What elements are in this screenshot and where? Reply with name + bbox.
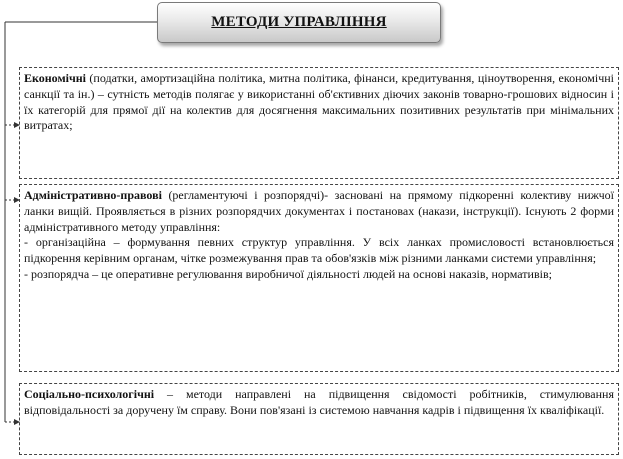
- diagram-title: МЕТОДИ УПРАВЛІННЯ: [211, 14, 387, 30]
- administrative-item-directive: - розпорядча – це оперативне регулювання виробничої діяльності людей на основі наказів, нормативів;: [24, 266, 552, 281]
- title-box: [157, 2, 441, 43]
- administrative-item-organizational: - організаційна – формування певних структур управління. У всіх ланках промисловості встановлюється підкорення керівним органам, чітке розмежування прав та обов'язків між різними ланками системи управління;: [24, 235, 614, 266]
- economic-term: Економічні: [24, 71, 86, 85]
- social-methods-text: [24, 387, 614, 419]
- administrative-description: (регламентуючі і розпорядчі)- засновані на прямому підкоренні колективу нижчої ланки вищій. Проявляється в різних розпорядчих документах і постановах (накази, інструкції). Існують 2 форми адміністративного методу управління:: [24, 188, 614, 234]
- economic-methods-text: [24, 71, 614, 134]
- administrative-term: Адміністративно-правові: [24, 188, 162, 202]
- economic-methods-box: [19, 67, 619, 179]
- administrative-methods-box: [19, 184, 619, 372]
- social-psychological-methods-box: [19, 383, 619, 455]
- social-term: Соціально-психологічні: [24, 387, 155, 401]
- social-description: – методи направлені на підвищення свідомості робітників, стимулювання відповідальності за доручену їм справу. Вони пов'язані із системою навчання кадрів і підвищення їх кваліфікації.: [24, 387, 614, 417]
- administrative-methods-intro: [24, 188, 614, 235]
- economic-description: (податки, амортизаційна політика, митна політика, фінанси, кредитування, ціноутворення, економічні санкції та ін.) – сутність методів полягає у використанні об'єктивних діючих законів товарно-грошових відносин і їх категорій для прямої дії на колектив для досягнення максимальних позитивних результатів при мінімальних витратах;: [24, 71, 614, 133]
